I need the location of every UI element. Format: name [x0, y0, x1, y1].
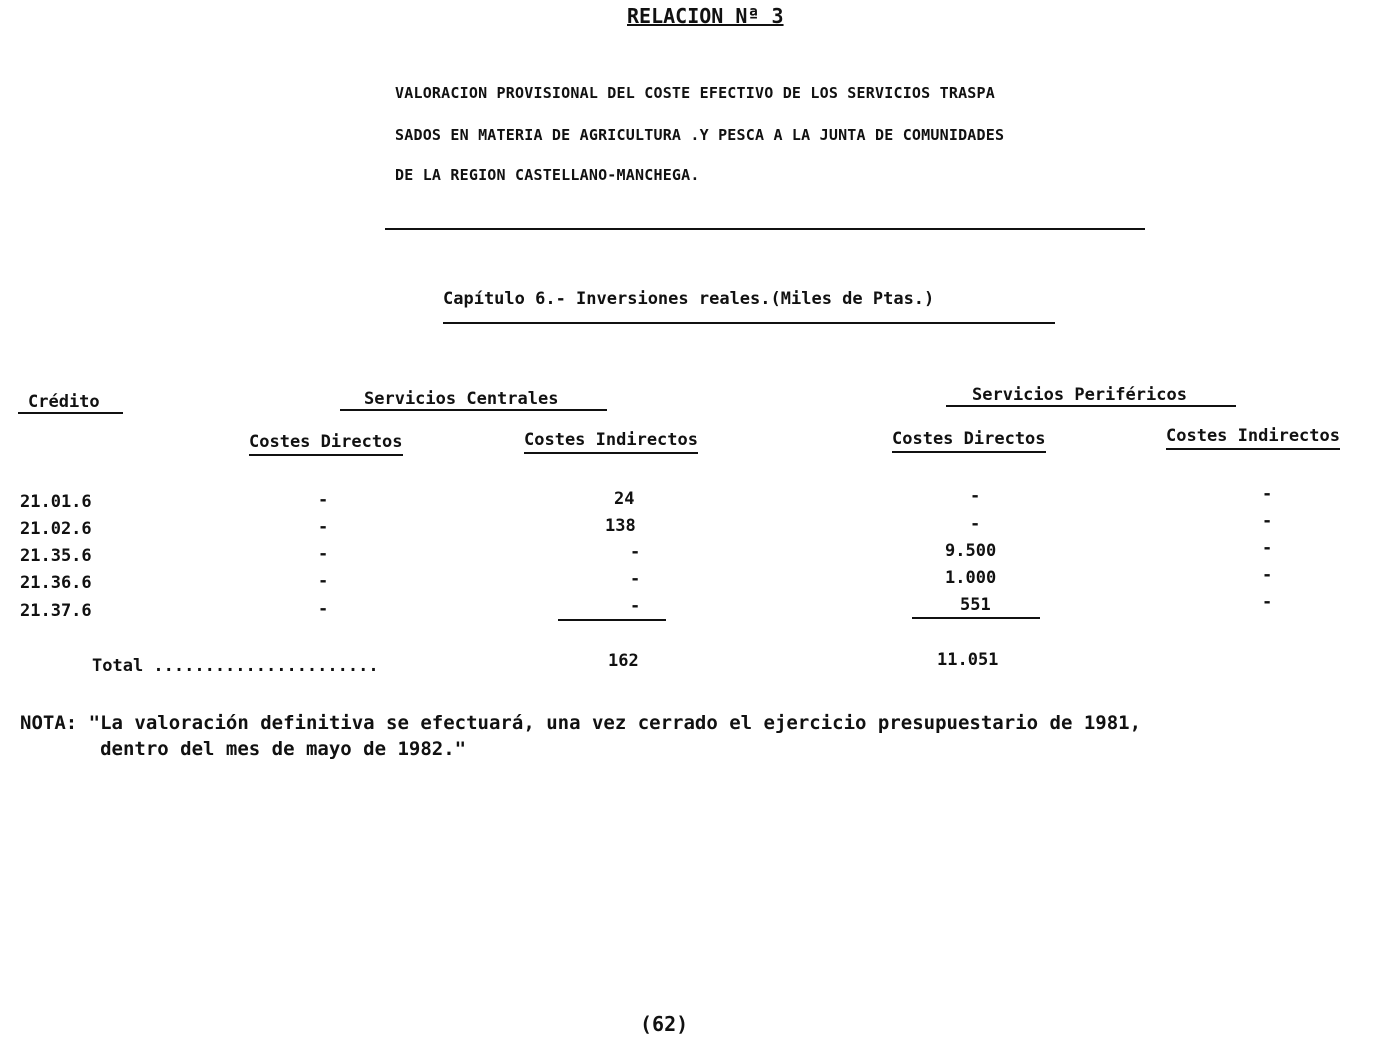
row-sc-ci: 24: [614, 489, 635, 509]
row-sp-ci: -: [1262, 538, 1273, 558]
row-sc-ci: -: [630, 596, 641, 616]
row-credito: 21.01.6: [20, 492, 92, 512]
footnote: [20, 710, 1141, 762]
row-sc-ci: -: [630, 569, 641, 589]
sp-cd-sum-rule: [912, 617, 1040, 619]
sp-ci-header: Costes Indirectos: [1166, 426, 1340, 450]
sp-cd-header: Costes Directos: [892, 429, 1046, 453]
group-centrales-header: Servicios Centrales: [364, 389, 559, 409]
row-sc-cd: -: [318, 544, 329, 564]
row-credito: 21.02.6: [20, 519, 92, 539]
row-sp-cd: 1.000: [945, 568, 997, 588]
credito-underline: [18, 412, 123, 414]
row-sc-cd: -: [318, 490, 329, 510]
col-credito-header: Crédito: [28, 392, 100, 412]
centrales-underline: [340, 409, 607, 411]
footnote-line-1: NOTA: "La valoración definitiva se efectuará, una vez cerrado el ejercicio presupuestario de 1981,: [20, 712, 1142, 734]
row-sc-ci: 138: [605, 516, 636, 536]
chapter-underline: [443, 322, 1055, 324]
footnote-line-2: dentro del mes de mayo de 1982.": [20, 738, 467, 760]
intro-line-2: SADOS EN MATERIA DE AGRICULTURA .Y PESCA A LA JUNTA DE COMUNIDADES: [395, 126, 1005, 144]
row-sp-cd: 9.500: [945, 541, 997, 561]
row-credito: 21.35.6: [20, 546, 92, 566]
intro-line-3: DE LA REGION CASTELLANO-MANCHEGA.: [395, 166, 700, 184]
row-sp-ci: -: [1262, 565, 1273, 585]
row-sc-cd: -: [318, 599, 329, 619]
sc-ci-header: Costes Indirectos: [524, 430, 698, 454]
sc-ci-sum-rule: [558, 619, 666, 621]
row-sp-ci: -: [1262, 592, 1273, 612]
total-sc-ci: 162: [608, 651, 639, 671]
row-credito: 21.36.6: [20, 573, 92, 593]
row-sc-cd: -: [318, 571, 329, 591]
row-credito: 21.37.6: [20, 601, 92, 621]
row-sp-cd: -: [970, 486, 981, 506]
intro-line-1: VALORACION PROVISIONAL DEL COSTE EFECTIVO DE LOS SERVICIOS TRASPA: [395, 84, 995, 102]
chapter-heading: Capítulo 6.- Inversiones reales.(Miles de Ptas.): [443, 289, 935, 309]
intro-divider: [385, 228, 1145, 230]
row-sc-ci: -: [630, 542, 641, 562]
group-perifericos-header: Servicios Periféricos: [972, 385, 1187, 405]
row-sp-cd: -: [970, 514, 981, 534]
total-label: Total ......................: [92, 656, 379, 676]
row-sp-ci: -: [1262, 511, 1273, 531]
row-sp-cd: 551: [960, 595, 991, 615]
perifericos-underline: [946, 405, 1236, 407]
sc-cd-header: Costes Directos: [249, 432, 403, 456]
row-sc-cd: -: [318, 517, 329, 537]
document-title: RELACION Nª 3: [627, 4, 784, 28]
total-sp-cd: 11.051: [937, 650, 999, 670]
row-sp-ci: -: [1262, 484, 1273, 504]
page-number: (62): [640, 1012, 689, 1036]
